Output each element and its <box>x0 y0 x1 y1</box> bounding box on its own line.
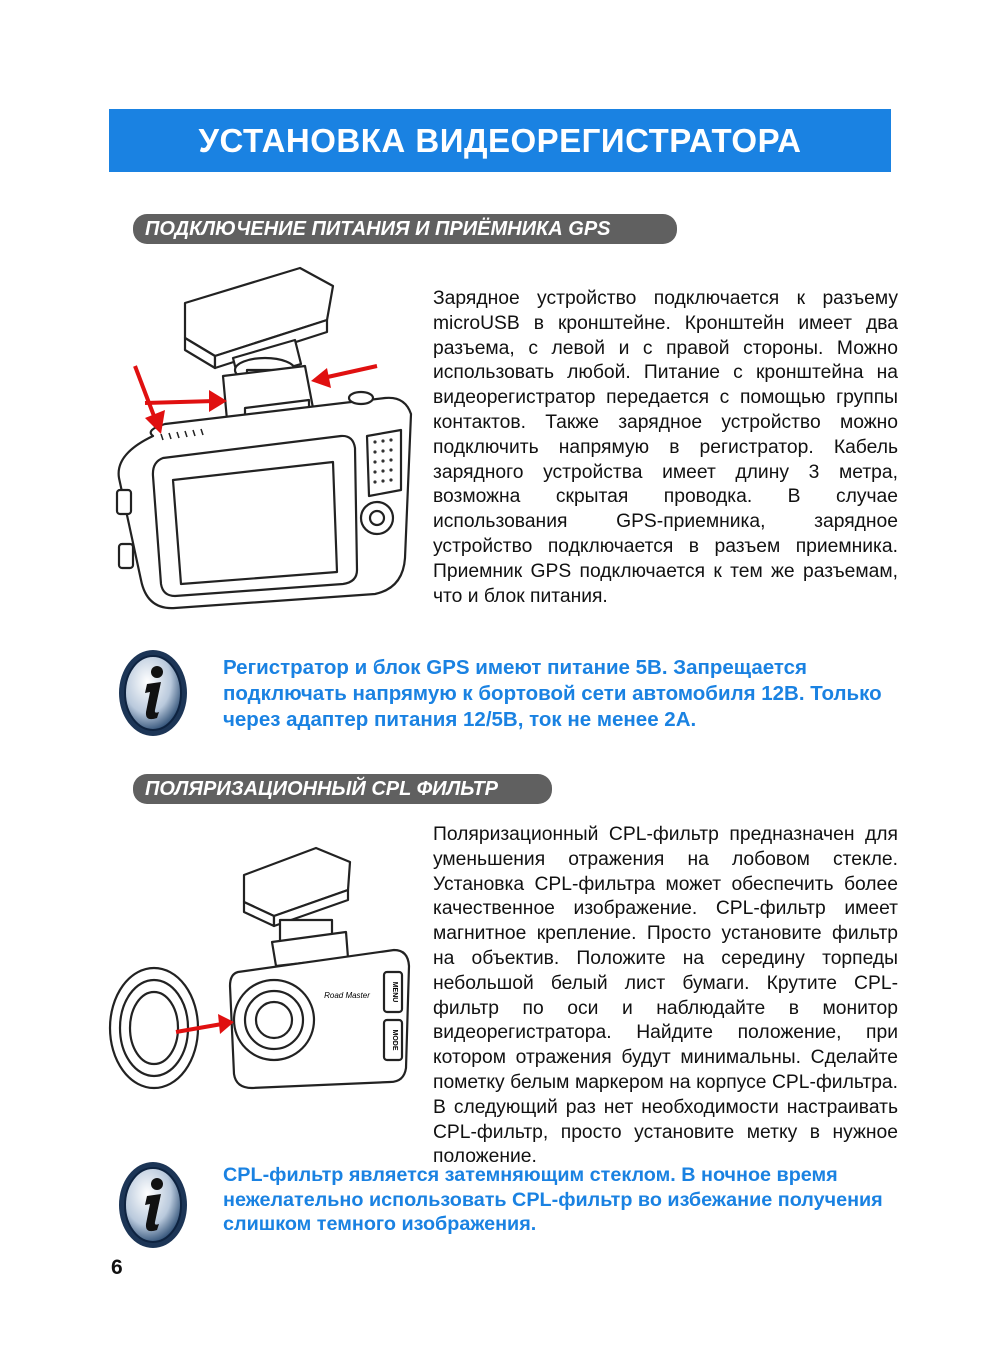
brand-label: Road Master <box>324 991 370 1000</box>
dashcam-power-illustration <box>105 258 420 623</box>
page-title-banner <box>109 109 891 172</box>
cpl-filter-illustration <box>104 820 416 1090</box>
menu-label: MENU <box>391 981 398 1003</box>
page-title: УСТАНОВКА ВИДЕОРЕГИСТРАТОРА <box>198 121 802 159</box>
mode-label: MODE <box>391 1029 398 1051</box>
section-heading-cpl-label: ПОЛЯРИЗАЦИОННЫЙ CPL ФИЛЬТР <box>145 777 499 800</box>
section-heading-power <box>133 214 677 244</box>
section-heading-cpl <box>133 774 552 804</box>
power-body-text: Зарядное устройство подключается к разъему microUSB в кронштейне. Кронштейн имеет два разъема, с левой и с правой стороны. Можно использовать любой. Питание с кронштейна на видеорегистратор передается с помощью группы контактов. Также зарядное устройство можно подключить напрямую в регистратор. Кабель зарядного устройства имеет длину 3 метра, возможна скрытая проводка. В случае использования GPS-приемника, зарядное устройство подключается в разъем приемника. Приемник GPS подключается к тем же разъемам, что и блок питания. <box>433 288 898 607</box>
page-number: 6 <box>111 1256 123 1279</box>
info-icon <box>117 1160 189 1250</box>
cpl-body-text: Поляризационный CPL-фильтр предназначен для уменьшения отражения на лобовом стекле. Установка CPL-фильтра может обеспечить более качественное изображение. CPL-фильтр имеет магнитное крепление. Просто установите фильтр на объектив. Положите на середину торпеды небольшой белый лист бумаги. Крутите CPL-фильтр по оси и наблюдайте в монитор видеорегистратора. Найдите положение, при котором отражения будут минимальны. Сделайте пометку белым маркером на корпусе CPL-фильтра. В следующий раз нет необходимости настраивать CPL-фильтр, просто установите метку в нужное положение. <box>433 824 898 1168</box>
info-icon <box>117 648 189 738</box>
cpl-warning-note: CPL-фильтр является затемняющим стеклом. В ночное время нежелательно использовать CPL-фильтр во избежание получения слишком темного изображения. <box>223 1164 883 1235</box>
power-warning-note: Регистратор и блок GPS имеют питание 5В. Запрещается подключать напрямую к бортовой сети автомобиля 12В. Только через адаптер питания 12/5В, ток не менее 2А. <box>223 656 882 731</box>
section-heading-power-label: ПОДКЛЮЧЕНИЕ ПИТАНИЯ И ПРИЁМНИКА GPS <box>145 217 611 240</box>
